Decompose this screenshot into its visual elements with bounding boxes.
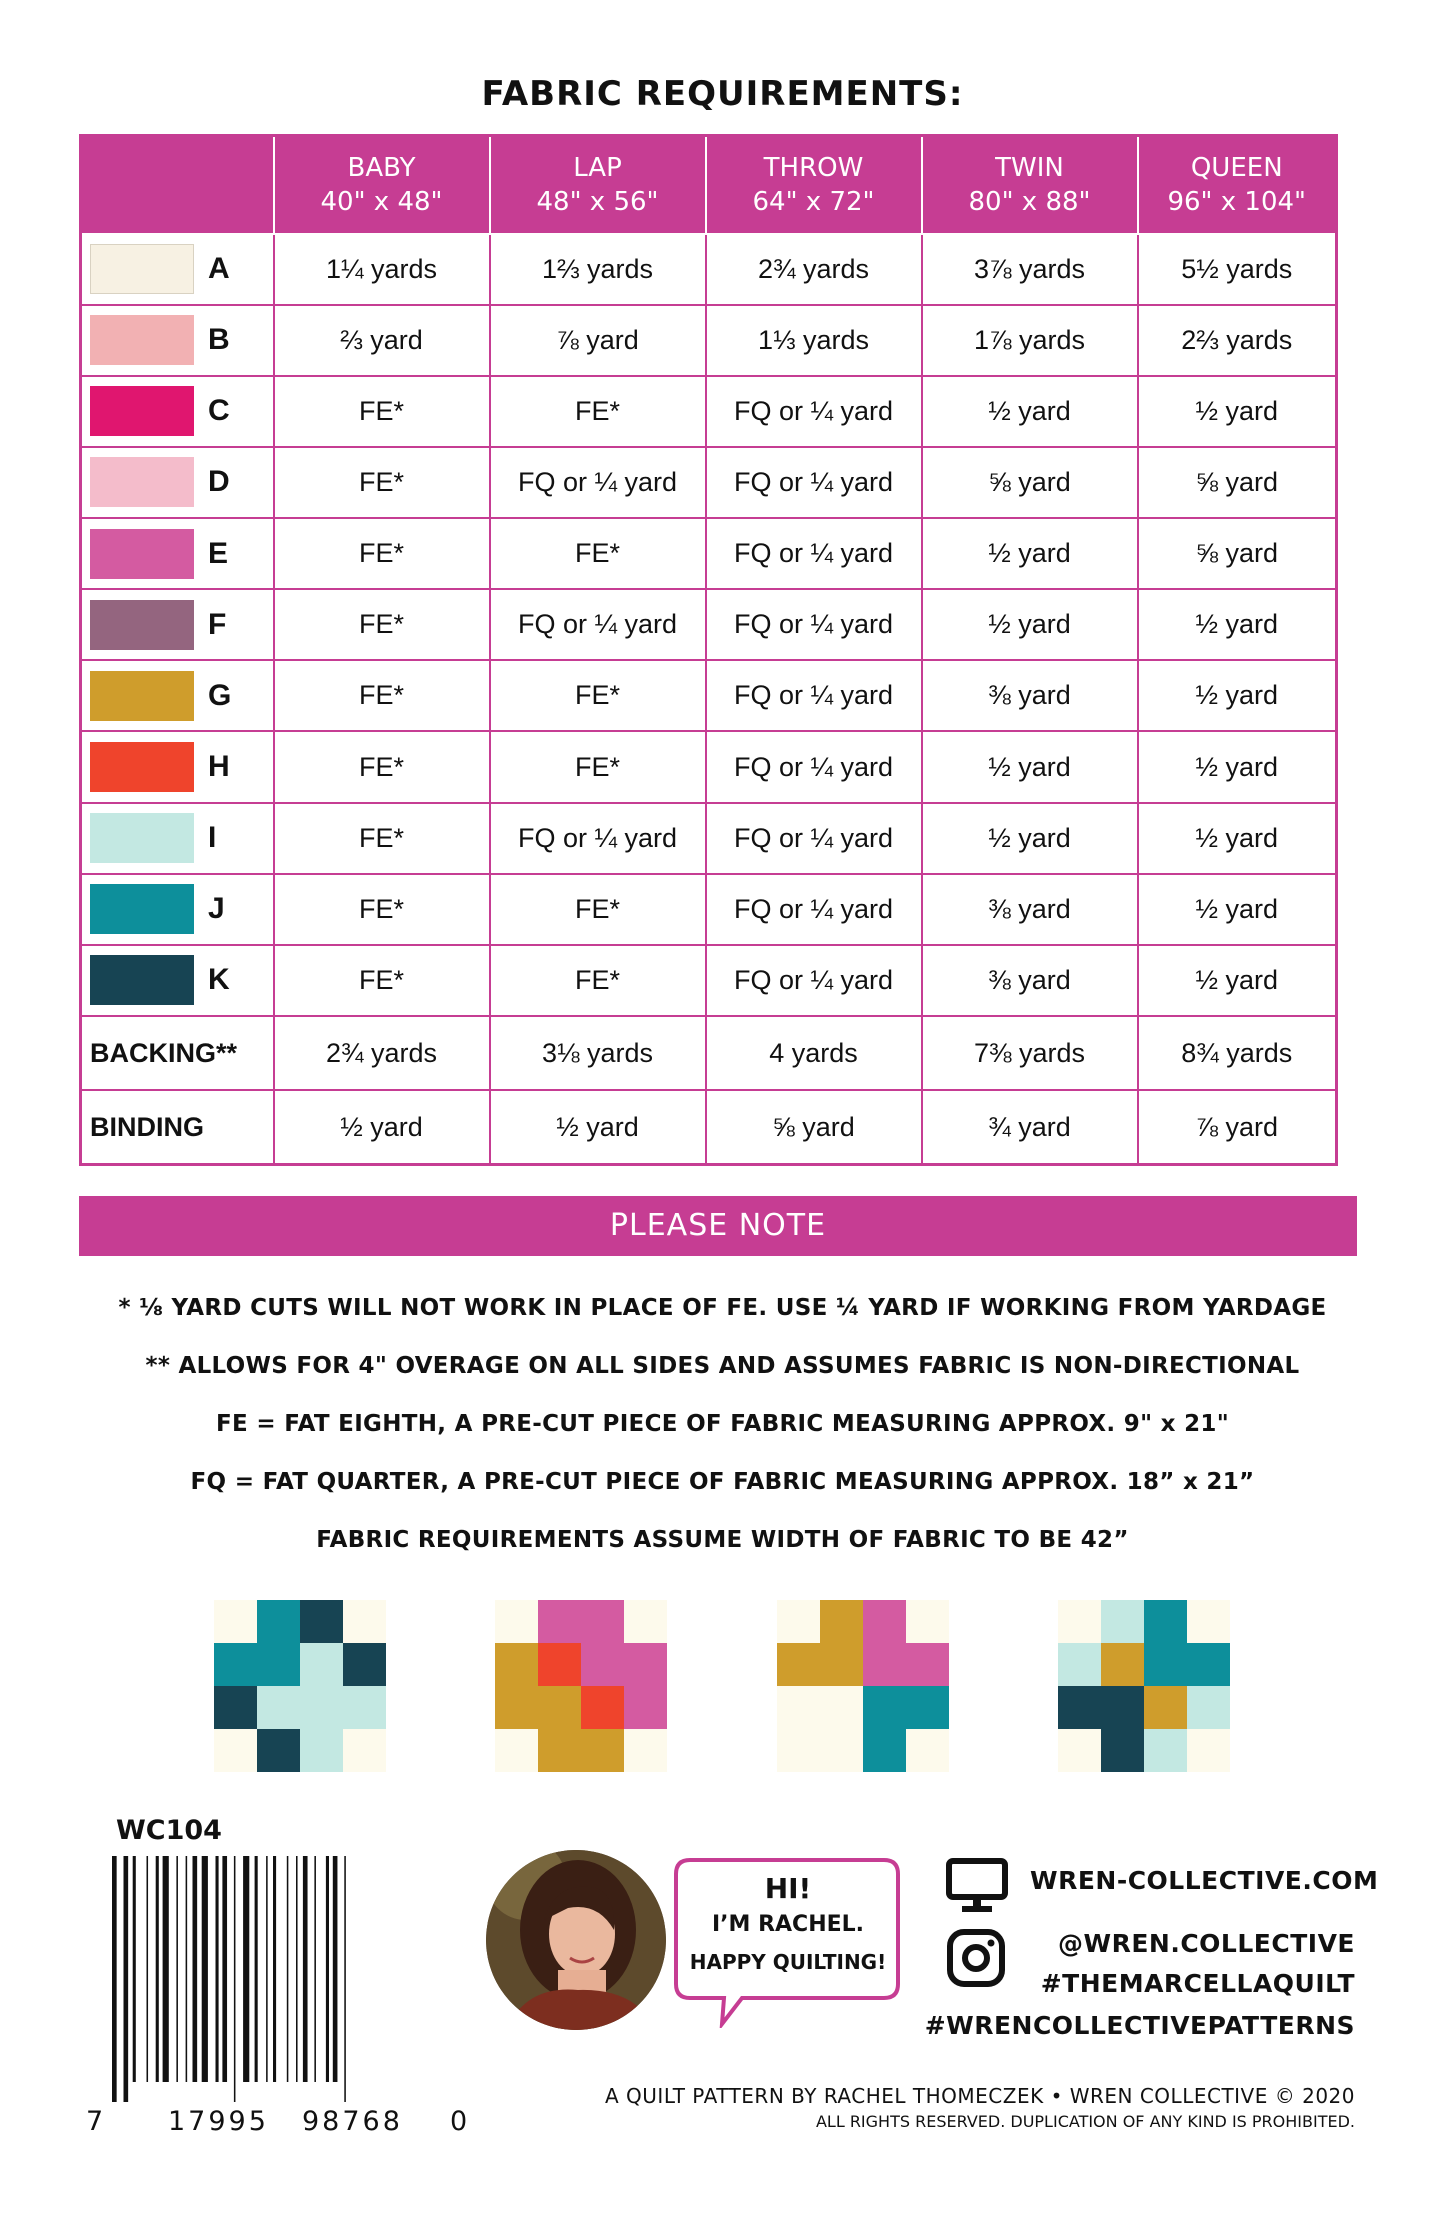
- table-cell: 4 yards: [706, 1016, 922, 1090]
- table-cell: 3⅛ yards: [490, 1016, 706, 1090]
- fabric-label-cell: [81, 945, 274, 1016]
- header-queen: [1138, 136, 1337, 234]
- table-cell: ½ yard: [1138, 660, 1337, 731]
- table-cell: 8¾ yards: [1138, 1016, 1337, 1090]
- table-cell: FQ or ¼ yard: [706, 803, 922, 874]
- fabric-label-cell: [81, 1090, 274, 1164]
- fabric-letter: A: [208, 252, 230, 286]
- barcode-bar: [273, 1856, 276, 2082]
- header-size-name: THROW: [763, 152, 864, 183]
- table-header-row: [81, 136, 1337, 234]
- table-cell: FQ or ¼ yard: [706, 589, 922, 660]
- quilt-patch: [495, 1686, 538, 1729]
- quilt-patch: [343, 1686, 386, 1729]
- table-cell: ½ yard: [274, 1090, 490, 1164]
- computer-monitor-icon: [946, 1858, 1008, 1914]
- table-cell: ½ yard: [922, 589, 1138, 660]
- barcode-bar: [147, 1856, 149, 2082]
- table-cell: ½ yard: [1138, 589, 1337, 660]
- barcode-bar: [243, 1856, 249, 2082]
- header-size-name: BABY: [347, 152, 416, 183]
- header-size-name: LAP: [573, 152, 622, 183]
- quilt-patch: [1144, 1686, 1187, 1729]
- quilt-patch: [538, 1643, 581, 1686]
- barcode-bar: [156, 1856, 159, 2082]
- table-cell: FE*: [274, 731, 490, 802]
- barcode-digit-1: 7: [86, 2106, 104, 2137]
- quilt-patch: [1058, 1600, 1101, 1643]
- fabric-label-cell: [81, 660, 274, 731]
- quilt-patch: [538, 1600, 581, 1643]
- author-photo: [486, 1850, 666, 2030]
- quilt-patch: [1144, 1729, 1187, 1772]
- fabric-swatch: [90, 529, 194, 579]
- table-row: [81, 1090, 1337, 1164]
- table-cell: FE*: [274, 803, 490, 874]
- header-size-name: QUEEN: [1190, 152, 1283, 183]
- table-row: [81, 589, 1337, 660]
- table-cell: FE*: [490, 731, 706, 802]
- fabric-label-cell: [81, 518, 274, 589]
- instagram-handle[interactable]: @WREN.COLLECTIVE: [1058, 1929, 1355, 1958]
- barcode-bar: [326, 1856, 329, 2082]
- note-line: * ⅛ YARD CUTS WILL NOT WORK IN PLACE OF FE. USE ¼ YARD IF WORKING FROM YARDAGE: [118, 1295, 1327, 1321]
- fabric-label-cell: [81, 305, 274, 376]
- fabric-label-cell: [81, 376, 274, 447]
- table-row: [81, 945, 1337, 1016]
- fabric-letter: H: [208, 750, 230, 784]
- quilt-patch: [300, 1600, 343, 1643]
- hashtag-quilt: #THEMARCELLAQUILT: [1040, 1969, 1355, 1998]
- quilt-patch: [863, 1686, 906, 1729]
- table-cell: 1⅞ yards: [922, 305, 1138, 376]
- note-line: FE = FAT EIGHTH, A PRE-CUT PIECE OF FABRIC MEASURING APPROX. 9" x 21": [215, 1411, 1229, 1437]
- table-cell: ½ yard: [1138, 731, 1337, 802]
- quilt-patch: [777, 1729, 820, 1772]
- fabric-label-cell: [81, 589, 274, 660]
- fabric-swatch: [90, 884, 194, 934]
- fabric-swatch: [90, 315, 194, 365]
- table-cell: ⅜ yard: [922, 660, 1138, 731]
- quilt-patch: [777, 1600, 820, 1643]
- quilt-patch: [820, 1643, 863, 1686]
- quilt-patch: [777, 1686, 820, 1729]
- table-row: [81, 660, 1337, 731]
- fabric-swatch: [90, 671, 194, 721]
- quilt-patch: [257, 1686, 300, 1729]
- fabric-swatch: [90, 813, 194, 863]
- barcode-bar: [266, 1856, 268, 2082]
- table-cell: ½ yard: [922, 518, 1138, 589]
- fabric-label-cell: [81, 447, 274, 518]
- table-cell: 5½ yards: [1138, 234, 1337, 305]
- fabric-letter: D: [208, 465, 230, 499]
- barcode-bar: [112, 1856, 117, 2102]
- table-cell: ⅔ yard: [274, 305, 490, 376]
- header-throw: [706, 136, 922, 234]
- note-line: ** ALLOWS FOR 4" OVERAGE ON ALL SIDES AND ASSUMES FABRIC IS NON-DIRECTIONAL: [145, 1353, 1300, 1379]
- barcode-bar: [133, 1856, 136, 2082]
- quilt-patch: [777, 1643, 820, 1686]
- header-dimensions: 40" x 48": [320, 186, 443, 217]
- fabric-letter: F: [208, 607, 227, 641]
- fabric-letter: G: [208, 678, 232, 712]
- table-cell: FE*: [274, 874, 490, 945]
- fabric-label-cell: [81, 1016, 274, 1090]
- table-row: [81, 305, 1337, 376]
- fabric-label-cell: [81, 731, 274, 802]
- quilt-patch: [214, 1729, 257, 1772]
- fabric-letter: C: [208, 394, 230, 428]
- quilt-patch: [300, 1729, 343, 1772]
- header-size-name: TWIN: [995, 152, 1064, 183]
- quilt-patch: [863, 1600, 906, 1643]
- barcode-bar: [287, 1856, 289, 2082]
- fabric-letter: J: [208, 892, 225, 926]
- website-link[interactable]: WREN-COLLECTIVE.COM: [1030, 1866, 1379, 1895]
- table-cell: ½ yard: [922, 376, 1138, 447]
- quilt-patch: [906, 1643, 949, 1686]
- table-cell: 1⅔ yards: [490, 234, 706, 305]
- quilt-patch: [624, 1643, 667, 1686]
- header-twin: [922, 136, 1138, 234]
- table-cell: FQ or ¼ yard: [706, 731, 922, 802]
- barcode-bar: [176, 1856, 178, 2082]
- barcode-bar: [216, 1856, 219, 2082]
- quilt-patch: [863, 1643, 906, 1686]
- quilt-patch: [214, 1600, 257, 1643]
- table-cell: ⅜ yard: [922, 945, 1138, 1016]
- table-cell: FE*: [274, 518, 490, 589]
- bubble-greeting: HI!: [764, 1872, 812, 1905]
- page-title: FABRIC REQUIREMENTS:: [481, 74, 964, 114]
- table-cell: 2¾ yards: [274, 1016, 490, 1090]
- quilt-patch: [1187, 1600, 1230, 1643]
- table-cell: 2⅔ yards: [1138, 305, 1337, 376]
- table-row: [81, 731, 1337, 802]
- fabric-requirements-table: [79, 134, 1338, 1166]
- quilt-patch: [257, 1600, 300, 1643]
- table-cell: ⅝ yard: [706, 1090, 922, 1164]
- barcode-bar: [303, 1856, 308, 2082]
- barcode-digits-3: 98768: [302, 2106, 403, 2137]
- header-baby: [274, 136, 490, 234]
- quilt-patch: [820, 1686, 863, 1729]
- quilt-patch: [863, 1729, 906, 1772]
- table-cell: 2¾ yards: [706, 234, 922, 305]
- credit-block: [605, 2084, 1355, 2131]
- quilt-patch: [214, 1643, 257, 1686]
- quilt-patch: [214, 1686, 257, 1729]
- quilt-patch: [1144, 1643, 1187, 1686]
- table-row: [81, 874, 1337, 945]
- sku-label: WC104: [116, 1815, 222, 1846]
- fabric-swatch: [90, 457, 194, 507]
- table-cell: FE*: [274, 589, 490, 660]
- table-cell: FE*: [490, 376, 706, 447]
- header-corner: [81, 136, 274, 234]
- header-lap: [490, 136, 706, 234]
- barcode-bar: [124, 1856, 129, 2102]
- barcode-bar: [255, 1856, 258, 2082]
- barcode: [110, 1856, 440, 2102]
- quilt-patch: [257, 1643, 300, 1686]
- fabric-letter: K: [208, 963, 230, 997]
- quilt-patch: [624, 1729, 667, 1772]
- quilt-patch: [300, 1686, 343, 1729]
- quilt-patch: [624, 1600, 667, 1643]
- hashtag-patterns: #WRENCOLLECTIVEPATTERNS: [924, 2011, 1355, 2040]
- table-cell: ⅞ yard: [490, 305, 706, 376]
- quilt-patch: [1101, 1729, 1144, 1772]
- quilt-block-2: [495, 1600, 667, 1772]
- quilt-patch: [495, 1643, 538, 1686]
- fabric-label-cell: [81, 234, 274, 305]
- quilt-block-3: [777, 1600, 949, 1772]
- quilt-patch: [495, 1729, 538, 1772]
- header-dimensions: 48" x 56": [536, 186, 659, 217]
- table-row: [81, 376, 1337, 447]
- row-label: BINDING: [90, 1111, 204, 1142]
- row-label: BACKING**: [90, 1037, 238, 1068]
- table-cell: FE*: [274, 447, 490, 518]
- barcode-bar: [234, 1856, 236, 2102]
- fabric-label-cell: [81, 803, 274, 874]
- instagram-icon: [946, 1928, 1006, 1988]
- fabric-letter: B: [208, 323, 230, 357]
- fabric-label-cell: [81, 874, 274, 945]
- table-cell: ⅞ yard: [1138, 1090, 1337, 1164]
- fabric-swatch: [90, 244, 194, 294]
- quilt-patch: [343, 1643, 386, 1686]
- bubble-sign-off: HAPPY QUILTING!: [689, 1950, 887, 1974]
- table-cell: 1⅓ yards: [706, 305, 922, 376]
- quilt-patch: [581, 1643, 624, 1686]
- quilt-block-1: [214, 1600, 386, 1772]
- fabric-swatch: [90, 742, 194, 792]
- table-cell: FQ or ¼ yard: [706, 874, 922, 945]
- quilt-patch: [820, 1600, 863, 1643]
- note-line: FQ = FAT QUARTER, A PRE-CUT PIECE OF FABRIC MEASURING APPROX. 18” x 21”: [190, 1469, 1255, 1495]
- table-cell: ½ yard: [1138, 803, 1337, 874]
- barcode-bar: [296, 1856, 298, 2082]
- quilt-patch: [1101, 1643, 1144, 1686]
- table-cell: FE*: [274, 945, 490, 1016]
- barcode-bar: [333, 1856, 338, 2082]
- fabric-swatch: [90, 386, 194, 436]
- quilt-patch: [906, 1729, 949, 1772]
- fabric-swatch: [90, 600, 194, 650]
- table-cell: FE*: [274, 660, 490, 731]
- quilt-patch: [495, 1600, 538, 1643]
- table-cell: FE*: [490, 660, 706, 731]
- quilt-patch: [581, 1600, 624, 1643]
- table-cell: FQ or ¼ yard: [706, 518, 922, 589]
- quilt-patch: [1187, 1729, 1230, 1772]
- table-cell: ⅝ yard: [1138, 447, 1337, 518]
- quilt-patch: [343, 1600, 386, 1643]
- quilt-patch: [1058, 1643, 1101, 1686]
- notes-list: [0, 1290, 1445, 1580]
- table-cell: ½ yard: [1138, 945, 1337, 1016]
- barcode-bar: [163, 1856, 169, 2082]
- table-cell: FE*: [490, 518, 706, 589]
- barcode-bar: [344, 1856, 346, 2102]
- quilt-patch: [343, 1729, 386, 1772]
- table-cell: FQ or ¼ yard: [706, 660, 922, 731]
- table-cell: ⅝ yard: [922, 447, 1138, 518]
- table-cell: FE*: [490, 945, 706, 1016]
- table-cell: FQ or ¼ yard: [490, 589, 706, 660]
- table-row: [81, 518, 1337, 589]
- table-cell: ⅜ yard: [922, 874, 1138, 945]
- barcode-bar: [193, 1856, 198, 2082]
- table-row: [81, 234, 1337, 305]
- quilt-block-4: [1058, 1600, 1230, 1772]
- quilt-patch: [1058, 1686, 1101, 1729]
- quilt-patch: [581, 1729, 624, 1772]
- barcode-bar: [202, 1856, 208, 2082]
- quilt-patch: [538, 1729, 581, 1772]
- table-cell: ⅝ yard: [1138, 518, 1337, 589]
- quilt-patch: [1101, 1600, 1144, 1643]
- table-cell: ½ yard: [1138, 376, 1337, 447]
- fabric-letter: E: [208, 536, 229, 570]
- quilt-patch: [1187, 1643, 1230, 1686]
- quilt-patch: [300, 1643, 343, 1686]
- header-dimensions: 80" x 88": [968, 186, 1091, 217]
- quilt-patch: [1058, 1729, 1101, 1772]
- table-cell: 3⅞ yards: [922, 234, 1138, 305]
- quilt-patch: [906, 1600, 949, 1643]
- quilt-patch: [1187, 1686, 1230, 1729]
- bubble-name: I’M RACHEL.: [711, 1912, 865, 1937]
- note-line: FABRIC REQUIREMENTS ASSUME WIDTH OF FABRIC TO BE 42”: [316, 1527, 1129, 1553]
- credit-line: A QUILT PATTERN BY RACHEL THOMECZEK • WREN COLLECTIVE © 2020: [605, 2084, 1355, 2108]
- barcode-bar: [186, 1856, 188, 2082]
- quilt-patch: [624, 1686, 667, 1729]
- table-row: [81, 803, 1337, 874]
- header-dimensions: 96" x 104": [1167, 186, 1307, 217]
- table-row: [81, 1016, 1337, 1090]
- table-cell: FQ or ¼ yard: [706, 447, 922, 518]
- barcode-digit-4: 0: [450, 2106, 468, 2137]
- barcode-bar: [222, 1856, 227, 2082]
- fabric-swatch: [90, 955, 194, 1005]
- table-cell: ½ yard: [1138, 874, 1337, 945]
- table-cell: ½ yard: [490, 1090, 706, 1164]
- table-cell: ½ yard: [922, 731, 1138, 802]
- table-cell: ¾ yard: [922, 1090, 1138, 1164]
- quilt-patch: [820, 1729, 863, 1772]
- quilt-patch: [581, 1686, 624, 1729]
- barcode-digits-2: 17995: [168, 2106, 269, 2137]
- table-cell: 7⅜ yards: [922, 1016, 1138, 1090]
- fabric-letter: I: [208, 821, 217, 855]
- quilt-patch: [1101, 1686, 1144, 1729]
- quilt-patch: [1144, 1600, 1187, 1643]
- table-cell: FQ or ¼ yard: [706, 945, 922, 1016]
- table-cell: FE*: [274, 376, 490, 447]
- table-cell: FQ or ¼ yard: [490, 447, 706, 518]
- quilt-patch: [257, 1729, 300, 1772]
- table-cell: 1¼ yards: [274, 234, 490, 305]
- quilt-patch: [906, 1686, 949, 1729]
- header-dimensions: 64" x 72": [752, 186, 875, 217]
- table-cell: FQ or ¼ yard: [706, 376, 922, 447]
- please-note-banner: PLEASE NOTE: [79, 1196, 1357, 1256]
- table-row: [81, 447, 1337, 518]
- table-cell: FE*: [490, 874, 706, 945]
- table-cell: ½ yard: [922, 803, 1138, 874]
- rights-line: ALL RIGHTS RESERVED. DUPLICATION OF ANY KIND IS PROHIBITED.: [815, 2112, 1355, 2131]
- barcode-bar: [314, 1856, 316, 2082]
- table-cell: FQ or ¼ yard: [490, 803, 706, 874]
- quilt-patch: [538, 1686, 581, 1729]
